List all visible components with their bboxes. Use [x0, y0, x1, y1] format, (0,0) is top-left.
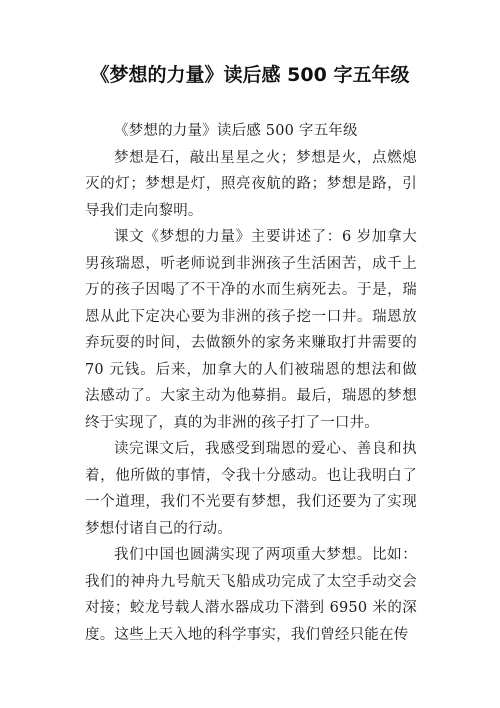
subtitle-paragraph: 《梦想的力量》读后感 500 字五年级 — [114, 123, 358, 139]
document-body — [85, 118, 417, 648]
document-title: 《梦想的力量》读后感 500 字五年级 — [90, 64, 410, 86]
body-paragraph: 读完课文后，我感受到瑞恩的爱心、善良和执着，他所做的事情，令我十分感动。也让我明白了一个道理，我们不光要有梦想，我们还要为了实现梦想付诸自己的行动。 — [85, 441, 417, 537]
body-paragraph: 梦想是石，敲出星星之火；梦想是火，点燃熄灭的灯；梦想是灯，照亮夜航的路；梦想是路，引导我们走向黎明。 — [85, 149, 417, 219]
body-paragraph: 我们中国也圆满实现了两项重大梦想。比如：我们的神舟九号航天飞船成功完成了太空手动交会对接；蛟龙号载人潜水器成功下潜到 6950 米的深度。这些上天入地的科学事实，我们曾经只能在传 — [85, 547, 417, 643]
body-paragraph: 课文《梦想的力量》主要讲述了：6 岁加拿大男孩瑞恩，听老师说到非洲孩子生活困苦，成千上万的孩子因喝了不干净的水而生病死去。于是，瑞恩从此下定决心要为非洲的孩子挖一口井。瑞恩放弃玩耍的时间，去做额外的家务来赚取打井需要的 70 元钱。后来，加拿大的人们被瑞恩的想法和做法感动了。大家主动为他募捐。最后，瑞恩的梦想终于实现了，真的为非洲的孩子打了一口井。 — [85, 229, 417, 431]
